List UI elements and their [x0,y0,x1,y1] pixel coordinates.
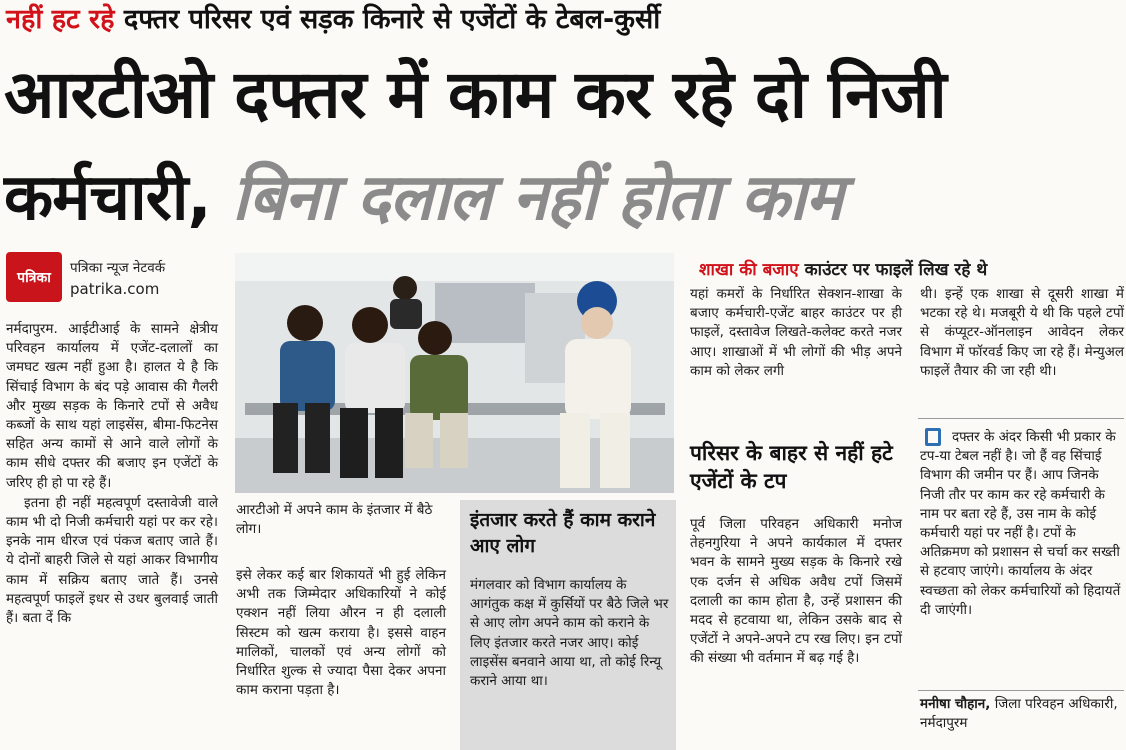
headline-line2-black: कर्मचारी, [4,161,211,235]
column-1 [6,320,218,629]
sidebar-box-body: मंगलवार को विभाग कार्यालय के आगंतुक कक्ष में कुर्सियों पर बैठे जिले भर से आए लोग अपने काम को कराने के लिए इंतजार करते नजर आए। कोई लाइसेंस बनवाने आया था, तो कोई रिन्यू कराने आया था। [470,577,669,690]
signature-title: जिला परिवहन अधिकारी, नर्मदापुरम [920,696,1118,732]
kicker-black: दफ्तर परिसर एवं सड़क किनारे से एजेंटों के टेबल-कुर्सी [123,4,661,35]
col4-paragraph-1: थी। इन्हें एक शाखा से दूसरी शाखा में भटका रहे थे। मजबूरी ये थी कि पहले टपों से कंप्यूटर-ऑनलाइन आवेदन लेकर विभाग में फॉरवर्ड किए जा रहे हैं। मेन्युअल फाइलें तैयार की जा रही थी। [920,286,1124,379]
kicker-line [6,2,660,38]
column-2 [236,566,446,701]
subheading-counter-red: शाखा की बजाए [699,260,799,280]
patrika-logo: पत्रिका [6,252,62,302]
column-4-top [920,285,1124,382]
headline-line1: आरटीओ दफ्तर में काम कर रहे दो निजी [4,56,946,133]
byline-site: patrika.com [70,280,160,298]
sidebar-box-heading: इंतजार करते हैं काम कराने आए लोग [470,509,656,557]
signature-name: मनीषा चौहान, [920,696,991,712]
col1-paragraph-2: इतना ही नहीं महत्वपूर्ण दस्तावेजी वाले काम भी दो निजी कर्मचारी यहां पर कर रहे। इनके नाम धीरज एवं पंकज बताए जाते हैं। ये दोनों बाहरी जिले से यहां आकर विभागीय काम में सक्रिय बताए जाते हैं। उनसे महत्वपूर्ण फाइलें इधर से उधर बुलवाई जाती हैं। बता दें कि [6,494,218,627]
col3-paragraph-2: पूर्व जिला परिवहन अधिकारी मनोज तेहनगुरिया ने अपने कार्यकाल में दफ्तर भवन के सामने मुख्य सड़क के किनारे रखे एक दर्जन से अधिक अवैध टपों जिसमें दलाली का काम होता है, उन्हें प्रशासन की मदद से हटवाया था, लेकिन उसके बाद से एजेंटों ने अपने-अपने टप रख लिए। इन टपों की संख्या भी वर्तमान में बढ़ गई है। [690,516,902,667]
col2-paragraph-1: इसे लेकर कई बार शिकायतें भी हुई लेकिन अभी तक जिम्मेदार अधिकारियों ने कोई एक्शन नहीं लिया औरन न ही दलाली सिस्टम को खत्म कराया है। इससे वाहन मालिकों, चालकों एवं अन्य लोगों को निर्धारित शुल्क से ज्यादा पैसा देकर अपना काम कराना पड़ता है। [236,567,446,699]
divider-rule [918,418,1124,419]
col1-paragraph-1: नर्मदापुरम. आईटीआई के सामने क्षेत्रीय परिवहन कार्यालय में एजेंट-दलालों का जमघट खत्म नहीं हुआ है। हालत ये है कि सिंचाई विभाग के बंद पड़े आवास की गैलरी और मुख्य सड़क के किनारे टपों से अवैध कब्जों के साथ यहां लाइसेंस, बीमा-फिटनेस सहित अन्य कामों से आने वाले लोगों के काम सीधे दफ्तर की बजाए इन एजेंटों के जरिए ही हो पा रहे हैं। [6,321,218,491]
news-photo [235,253,674,493]
col3-paragraph-1: यहां कमरों के निर्धारित सेक्शन-शाखा के बजाए कर्मचारी-एजेंट बाहर काउंटर पर ही फाइलें, दस्तावेज लिखते-कलेक्ट करते नजर आए। शाखाओं में भी लोगों की भीड़ अपने काम को लेकर लगी [690,286,902,379]
headline-line2 [4,161,843,235]
signature-rule [918,690,1124,691]
subheading-counter [699,257,987,280]
column-3-bottom [690,515,902,670]
subheading-counter-black: काउंटर पर फाइलें लिख रहे थे [804,260,988,280]
subheading-outside: परिसर के बाहर से नहीं हटे एजेंटों के टप [690,441,893,493]
column-3-top [690,285,902,382]
kicker-red: नहीं हट रहे [6,4,115,35]
signature-block [920,695,1126,733]
official-quote [920,428,1126,620]
byline-network: पत्रिका न्यूज नेटवर्क [70,260,166,276]
official-quote-text: दफ्तर के अंदर किसी भी प्रकार के टप-या टेबल नहीं है। जो हैं वह सिंचाई विभाग की जमीन पर हैं। आप जिनके निजी तौर पर काम कर रहे कर्मचारी के नाम पर बता रहे हैं, उस नाम के कोई कर्मचारी यहां पर नहीं है। टपों के अतिक्रमण को प्रशासन से चर्चा कर सख्ती से हटवाए जाएंगे। कार्यालय के अंदर स्वच्छता को लेकर कर्मचारियों को हिदायतें दी जाएंगी। [920,429,1121,618]
headline-line2-grey: बिना दलाल नहीं होता काम [232,161,843,235]
photo-illustration [235,253,674,493]
photo-caption: आरटीओ में अपने काम के इंतजार में बैठे लोग। [236,502,433,537]
